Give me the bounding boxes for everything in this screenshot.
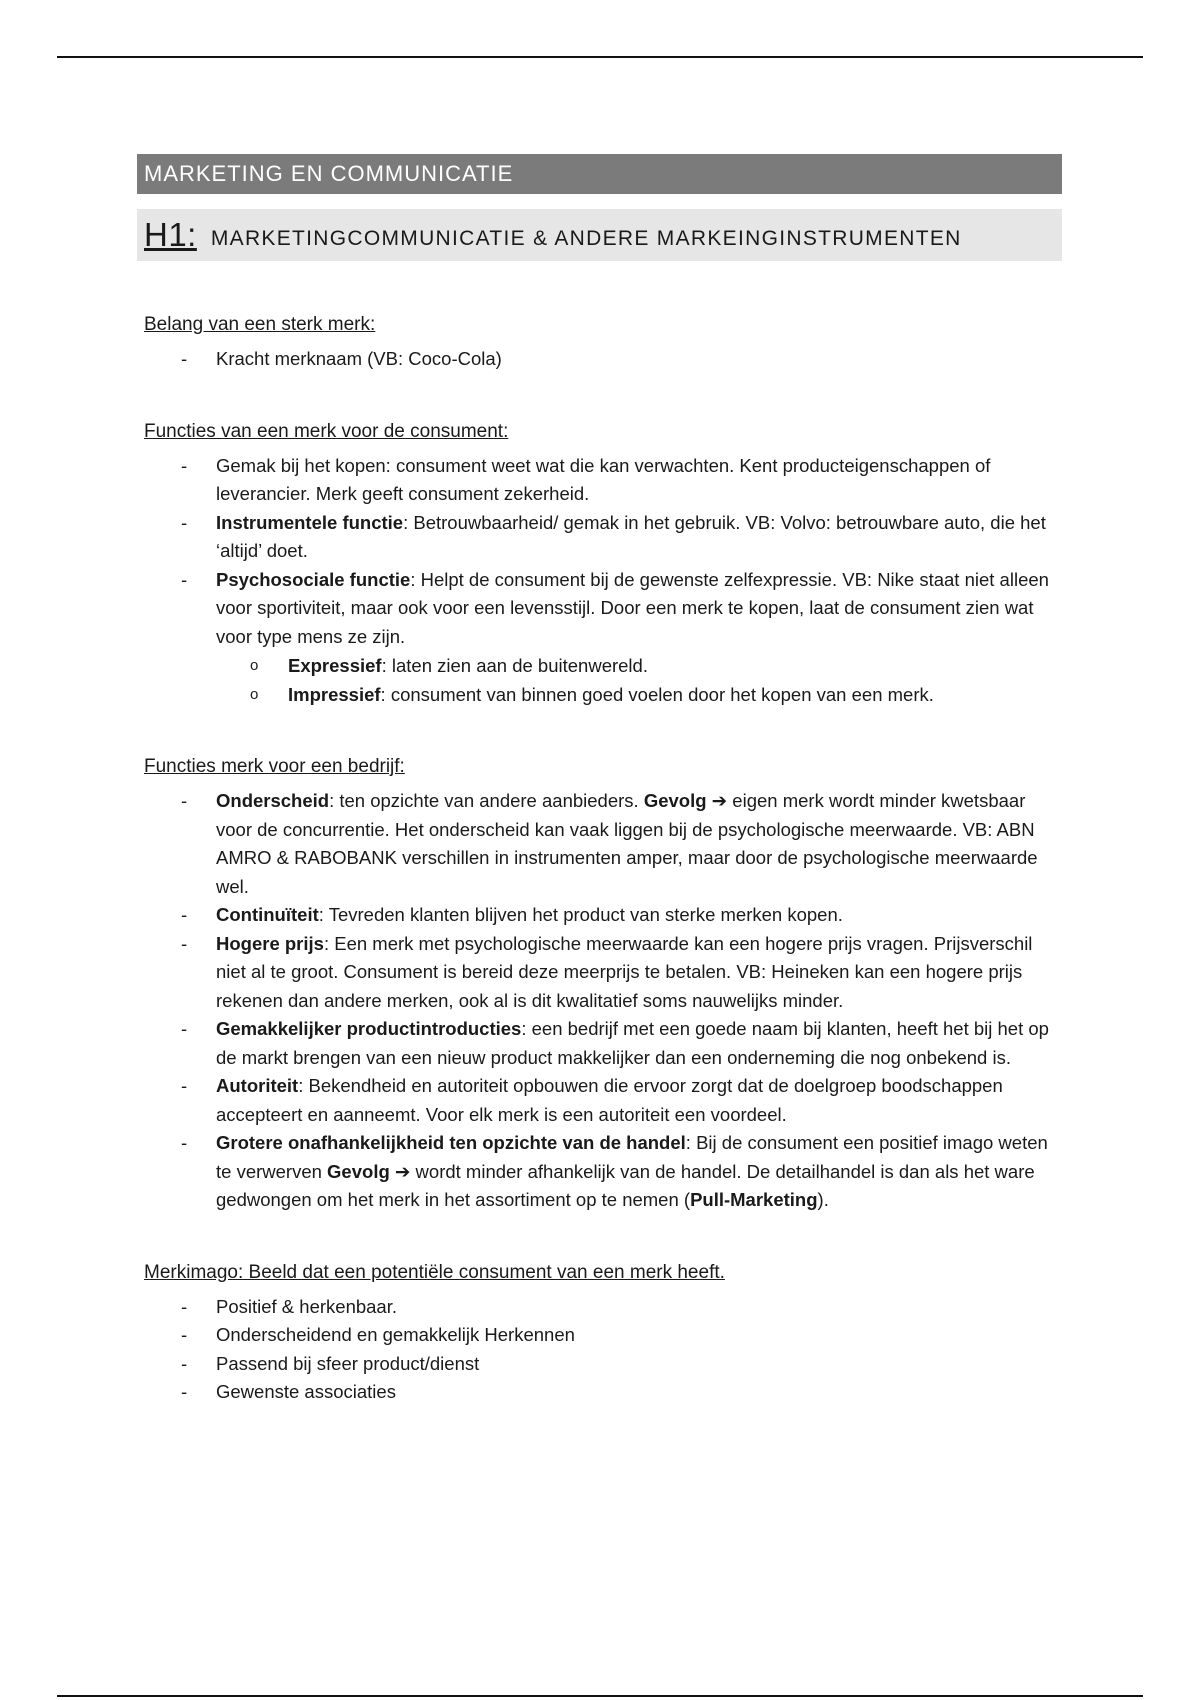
description: eigen merk wordt minder kwetsbaar voor de concurrentie. Het onderscheid kan vaak liggen bij de psychologische meerwaarde. VB: ABN AMRO & RABOBANK verschillen in instrumenten amper, maar door de psychologische meerwaarde wel. — [216, 790, 1038, 897]
sublist-item — [216, 680, 1062, 709]
list-item: - Kracht merknaam (VB: Coco-Cola) — [137, 345, 1062, 374]
list-item — [137, 1072, 1062, 1129]
term: Onderscheid — [216, 790, 330, 811]
term-gevolg: Gevolg ➔ — [643, 790, 728, 811]
description: ). — [817, 1189, 829, 1210]
description: : Een merk met psychologische meerwaarde kan een hogere prijs vragen. Prijsverschil niet al te groot. Consument is bereid deze meerprijs te betalen. VB: Heineken kan een hogere prijs rekenen dan andere merken, ook al is dit kwalitatief soms nauwelijks minder. — [216, 932, 1033, 1011]
term: Impressief — [288, 684, 381, 705]
list-bedrijf — [137, 787, 1062, 1215]
section-title-bedrijf: Functies merk voor een bedrijf: — [144, 756, 405, 777]
term: Gemakkelijker productintroducties — [216, 1018, 522, 1039]
list-item — [137, 930, 1062, 1016]
description: : laten zien aan de buitenwereld. — [381, 655, 648, 676]
section-title-consument: Functies van een merk voor de consument: — [144, 420, 509, 442]
term-pull-marketing: Pull-Marketing — [690, 1189, 818, 1210]
term: Instrumentele functie — [216, 511, 404, 533]
list-belang — [137, 345, 1062, 374]
term: Grotere onafhankelijkheid ten opzichte van de handel — [216, 1132, 686, 1153]
section-title-merkimago: Merkimago: Beeld dat een potentiële consument van een merk heeft. — [144, 1261, 725, 1283]
description: wordt minder afhankelijk van de handel. De detailhandel is dan als het ware gedwongen om het merk in het assortiment op te nemen ( — [216, 1160, 1035, 1210]
description: : Tevreden klanten blijven het product van sterke merken kopen. — [318, 904, 843, 925]
term-gevolg: Gevolg ➔ — [327, 1160, 411, 1182]
list-item — [137, 787, 1062, 901]
list-item — [137, 1129, 1062, 1215]
chapter-heading — [137, 209, 1062, 261]
term: Continuïteit — [216, 904, 319, 925]
description: : een bedrijf met een goede naam bij klanten, heeft het bij het op de markt brengen van een nieuw product makkelijker dan een onderneming die nog onbekend is. — [216, 1018, 1049, 1068]
list-merkimago — [137, 1293, 1062, 1407]
chapter-number: H1: — [144, 216, 197, 253]
description: : Betrouwbaarheid/ gemak in het gebruik. VB: Volvo: betrouwbare auto, die het ‘altijd’ doet. — [216, 511, 1046, 561]
list-item — [137, 1015, 1062, 1072]
sublist-item — [216, 651, 1062, 680]
description: : Bekendheid en autoriteit opbouwen die ervoor zorgt dat de doelgroep boodschappen accepteert en aanneemt. Voor elk merk is een autoriteit een voordeel. — [216, 1075, 1003, 1125]
document-body — [137, 154, 1062, 1407]
term: Autoriteit — [216, 1075, 299, 1096]
list-item: - Gemak bij het kopen: consument weet wat die kan verwachten. Kent producteigenschappen of leverancier. Merk geeft consument zekerheid. — [137, 452, 1062, 509]
description: : Helpt de consument bij de gewenste zelfexpressie. VB: Nike staat niet alleen voor sportiviteit, maar ook voor een levensstijl. Door een merk te kopen, laat de consument zien wat voor type mens ze zijn. — [216, 568, 1049, 647]
description: : Bij de consument een positief imago weten te verwerven — [216, 1132, 1048, 1182]
bottom-rule — [57, 1695, 1143, 1697]
description: : consument van binnen goed voelen door het kopen van een merk. — [380, 684, 934, 705]
term: Expressief — [288, 655, 382, 676]
list-item — [137, 509, 1062, 566]
chapter-title: MARKETINGCOMMUNICATIE & ANDERE MARKEINGINSTRUMENTEN — [210, 227, 962, 250]
section-title-belang: Belang van een sterk merk: — [144, 314, 376, 335]
sublist-psychosociaal — [216, 651, 1062, 709]
list-item: - Gewenste associaties — [137, 1378, 1062, 1407]
list-item — [137, 566, 1062, 710]
top-rule — [57, 56, 1143, 58]
list-item: - Positief & herkenbaar. — [137, 1293, 1062, 1322]
list-item: - Passend bij sfeer product/dienst — [137, 1350, 1062, 1379]
description: : ten opzichte van andere aanbieders. — [329, 790, 644, 811]
term: Psychosociale functie — [216, 568, 411, 590]
list-item: - Onderscheidend en gemakkelijk Herkennen — [137, 1321, 1062, 1350]
course-banner: MARKETING EN COMMUNICATIE — [137, 154, 1062, 194]
list-item — [137, 901, 1062, 930]
term: Hogere prijs — [216, 932, 324, 954]
list-consument — [137, 452, 1062, 710]
